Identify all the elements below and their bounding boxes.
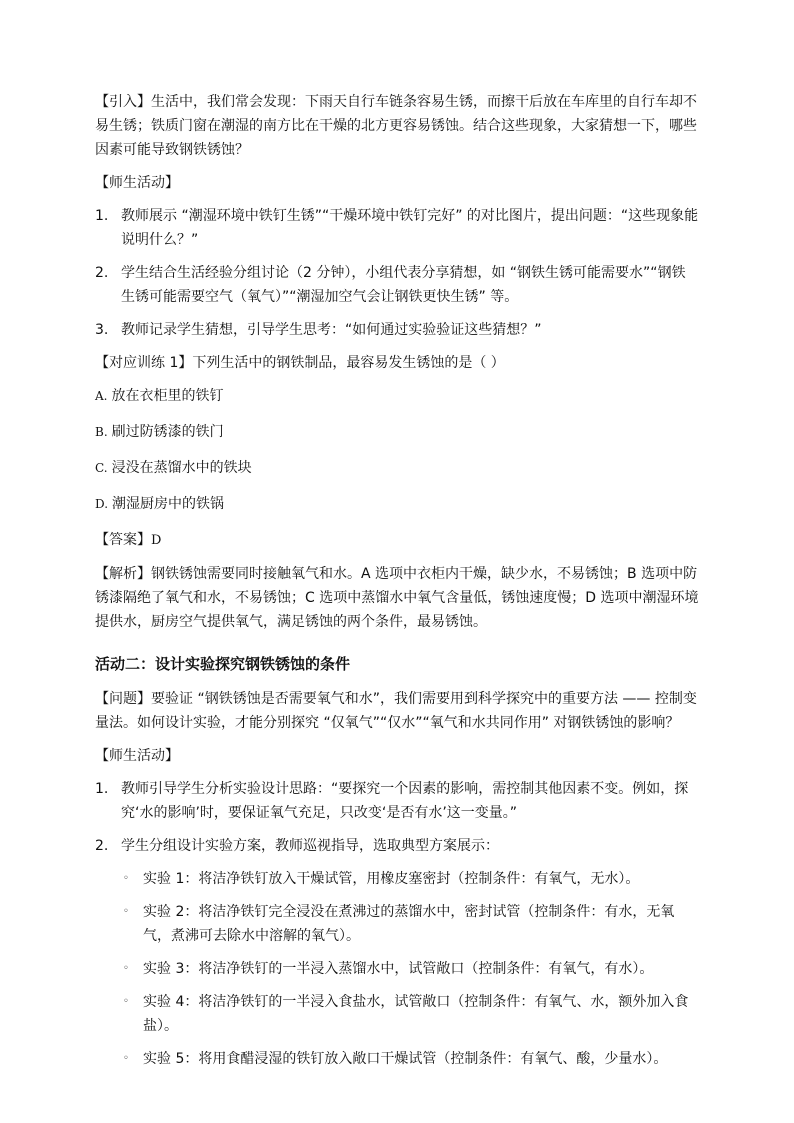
- experiment-text: 实验 4：将洁净铁钉的一半浸入食盐水，试管敞口（控制条件：有氧气、水，额外加入食盐）。: [143, 994, 689, 1034]
- question-text: 要验证 “钢铁锈蚀是否需要氧气和水”，我们需要用到科学探究中的重要方法 —— 控制变量法。如何设计实验，才能分别探究 “仅氧气”“仅水”“氧气和水共同作用” 对钢铁锈蚀的影响？: [95, 691, 697, 731]
- question-tag: 【问题】: [95, 691, 151, 707]
- option-d: [95, 492, 699, 516]
- bullet-icon: ◦: [123, 906, 129, 917]
- answer-line: [95, 528, 699, 553]
- experiment-text: 实验 3：将洁净铁钉的一半浸入蒸馏水中，试管敞口（控制条件：有氧气，有水）。: [143, 961, 654, 977]
- analysis-tag: 【解析】: [95, 566, 151, 582]
- experiment-item: [121, 957, 699, 981]
- analysis-text: 钢铁锈蚀需要同时接触氧气和水。A 选项中衣柜内干燥，缺少水，不易锈蚀；B 选项中防锈漆隔绝了氧气和水，不易锈蚀；C 选项中蒸馏水中氧气含量低，锈蚀速度慢；D 选项中潮湿环境提供水，厨房空气提供氧气，满足锈蚀的两个条件，最易锈蚀。: [95, 566, 699, 630]
- practice-question: [95, 351, 699, 375]
- experiment-text: 实验 2：将洁净铁钉完全浸没在煮沸过的蒸馏水中，密封试管（控制条件：有水，无氧气，煮沸可去除水中溶解的氧气）。: [143, 904, 675, 944]
- option-letter: A.: [95, 389, 108, 403]
- activity1-tag: 【师生活动】: [95, 175, 179, 191]
- activity2-list: [95, 777, 699, 858]
- experiment-text: 实验 1：将洁净铁钉放入干燥试管，用橡皮塞密封（控制条件：有氧气，无水）。: [143, 871, 640, 887]
- list-item: [95, 777, 699, 825]
- option-c: [95, 456, 699, 480]
- practice-question-text: 下列生活中的钢铁制品，最容易发生锈蚀的是（ ）: [192, 355, 505, 371]
- option-text: 放在衣柜里的铁钉: [111, 388, 224, 404]
- bullet-icon: ◦: [123, 1053, 129, 1064]
- list-item-text: 教师记录学生猜想，引导学生思考：“如何通过实验验证这些猜想？”: [121, 322, 542, 338]
- activity1-list: [95, 204, 699, 342]
- experiment-item: [121, 900, 699, 948]
- list-item-number: 1.: [95, 208, 109, 224]
- intro-tag: 【引入】: [95, 94, 151, 110]
- list-item: [95, 318, 699, 342]
- list-item: [95, 834, 699, 858]
- experiment-item: [121, 990, 699, 1038]
- option-text: 浸没在蒸馏水中的铁块: [111, 460, 252, 476]
- option-letter: B.: [95, 425, 108, 439]
- list-item-text: 学生分组设计实验方案，教师巡视指导，选取典型方案展示：: [121, 838, 499, 854]
- list-item-number: 2.: [95, 838, 109, 854]
- option-b: [95, 420, 699, 444]
- experiment-item: [121, 867, 699, 891]
- section-heading: 活动二：设计实验探究钢铁锈蚀的条件: [95, 655, 351, 673]
- option-text: 潮湿厨房中的铁锅: [112, 496, 225, 512]
- option-a: [95, 384, 699, 408]
- option-text: 刷过防锈漆的铁门: [111, 424, 224, 440]
- answer-tag: 【答案】: [95, 532, 151, 548]
- experiment-item: [121, 1047, 699, 1071]
- answer-value: D: [151, 533, 162, 548]
- document-content: [95, 90, 699, 1080]
- option-letter: D.: [95, 497, 109, 511]
- intro-text: 生活中，我们常会发现：下雨天自行车链条容易生锈，而擦干后放在车库里的自行车却不易生锈；铁质门窗在潮湿的南方比在干燥的北方更容易锈蚀。结合这些现象，大家猜想一下，哪些因素可能导致钢铁锈蚀？: [95, 94, 697, 158]
- list-item-number: 3.: [95, 322, 109, 338]
- list-item: [95, 261, 699, 309]
- practice-tag: 【对应训练 1】: [95, 355, 193, 371]
- list-item-number: 2.: [95, 265, 109, 281]
- experiment-list: [121, 867, 699, 1071]
- bullet-icon: ◦: [123, 873, 129, 884]
- analysis-paragraph: [95, 562, 699, 634]
- list-item-text: 教师展示 “潮湿环境中铁钉生锈”“干燥环境中铁钉完好” 的对比图片，提出问题：“这些现象能说明什么？”: [121, 208, 699, 248]
- list-item-number: 1.: [95, 781, 109, 797]
- bullet-icon: ◦: [123, 996, 129, 1007]
- list-item: [95, 204, 699, 252]
- bullet-icon: ◦: [123, 963, 129, 974]
- activity2-tag: 【师生活动】: [95, 748, 179, 764]
- activity2-question: [95, 687, 699, 735]
- experiment-text: 实验 5：将用食醋浸湿的铁钉放入敞口干燥试管（控制条件：有氧气、酸，少量水）。: [143, 1051, 668, 1067]
- list-item-text: 教师引导学生分析实验设计思路：“要探究一个因素的影响，需控制其他因素不变。例如，探究‘水的影响’时，要保证氧气充足，只改变‘是否有水’这一变量。”: [121, 781, 689, 821]
- list-item-text: 学生结合生活经验分组讨论（2 分钟），小组代表分享猜想，如 “钢铁生锈可能需要水”“钢铁生锈可能需要空气（氧气）”“潮湿加空气会让钢铁更快生锈” 等。: [121, 265, 686, 305]
- intro-paragraph: [95, 90, 699, 162]
- option-letter: C.: [95, 461, 108, 475]
